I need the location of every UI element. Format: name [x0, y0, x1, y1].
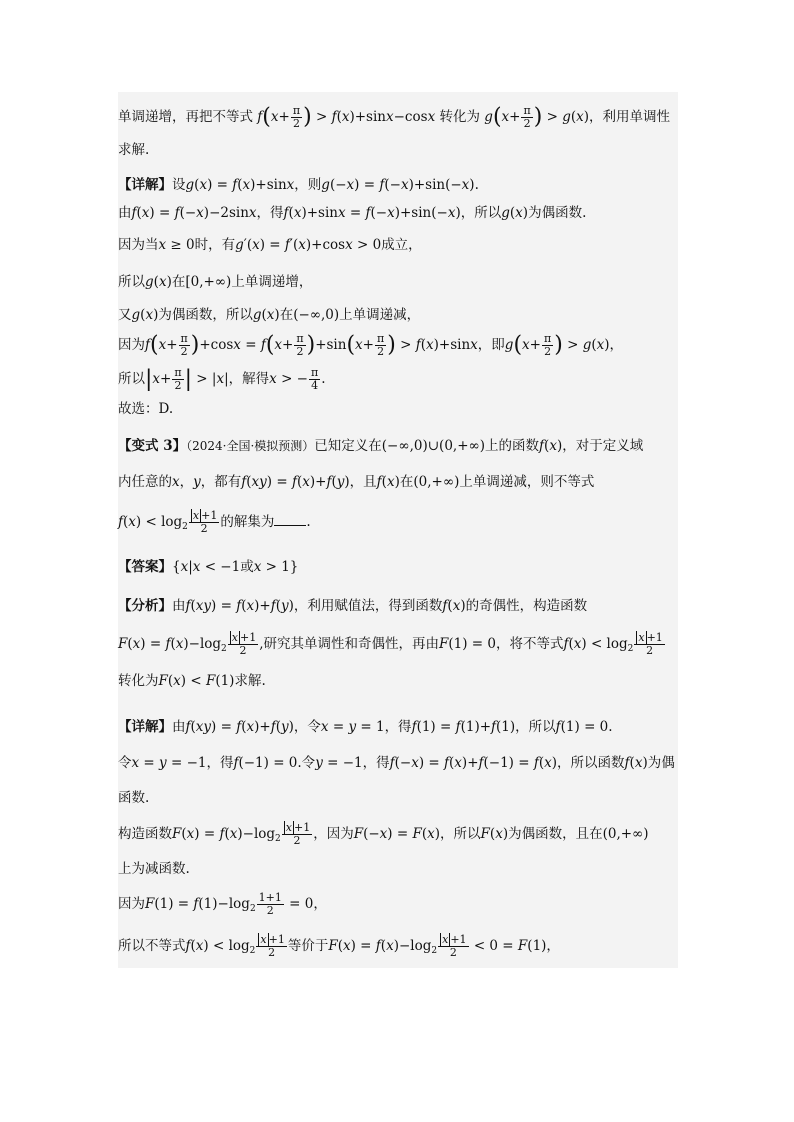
text-line: 【详解】设g(x) = f(x)+sinx，则g(−x) = f(−x)+sin(−x). — [118, 177, 479, 193]
text-line: 又g(x)为偶函数，所以g(x)在(−∞,0)上单调递减， — [118, 307, 421, 323]
text-line: $f(x) < \log_2$ $\frac{x +1}{2}$ 的解集为 . — [118, 509, 311, 535]
text-line: 令x = y = −1，得f(−1) = 0.令y = −1，得f(−x) = f(x)+f(−1) = f(x)，所以函数f(x)为偶 — [118, 755, 675, 771]
text-line: 上为减函数. — [118, 861, 190, 877]
text-line: $F(x) = f(x)-\log_2$ $\frac{x +1}{2}$ ,研究其单调性和奇偶性，再由F(1) = 0，将不等式$f(x) < \log_2$ $\frac{x +1}{2}$ — [118, 631, 663, 657]
detail-label: 【详解】 — [118, 177, 172, 193]
text-line: 因为f(x+ $\frac{\pi}{2}$ )+cosx = f(x+ $\frac{\pi}{2}$ )+sin(x+ $\frac{\pi}{2}$ ) > f(x)+sinx，即g(x+ $\frac{\pi}{2}$ ) > g(x)， — [118, 332, 624, 358]
variant-source: （2024·全国·模拟预测） — [186, 439, 315, 453]
text: 单调递增，再把不等式 — [118, 109, 253, 125]
text: 求解. — [118, 142, 150, 158]
text-line: 因为当x ≥ 0时，有g′(x) = f′(x)+cosx > 0成立， — [118, 237, 422, 253]
answer-blank — [274, 513, 306, 526]
text-line: 所以g(x)在[0,+∞)上单调递增， — [118, 274, 313, 290]
text-line: 函数. — [118, 790, 150, 806]
text-line: 所以不等式$f(x) < \log_2$ $\frac{x +1}{2}$ 等价于$F(x) = f(x)-\log_2$ $\frac{x +1}{2}$ < 0 = F(1)， — [118, 933, 560, 959]
text-line: 转化为F(x) < F(1)求解. — [118, 673, 266, 689]
analysis-label: 【分析】 — [118, 598, 172, 614]
text-line: 内任意的x，y，都有f(xy) = f(x)+f(y)，且f(x)在(0,+∞)上单调递减，则不等式 — [118, 474, 595, 490]
text-line — [118, 134, 678, 166]
text-line: 【答案】{x|x < −1或x > 1} — [118, 559, 299, 575]
text-line: 由f(x) = f(−x)−2sinx，得f(x)+sinx = f(−x)+sin(−x)，所以g(x)为偶函数. — [118, 205, 587, 221]
text-line: 【分析】由f(xy) = f(x)+f(y)，利用赋值法，得到函数f(x)的奇偶性，构造函数 — [118, 598, 588, 614]
analysis-block — [118, 590, 678, 696]
paragraph-continuation — [118, 92, 678, 166]
answer-label: 【答案】 — [118, 559, 172, 575]
text-line: 单调递增，再把不等式 f(x+ $\frac{\pi}{2}$ ) > f(x)+sinx−cosx 转化为 g(x+ $\frac{\pi}{2}$ ) > g(x)，利用单调性 — [118, 104, 671, 130]
text-line: 所以|x+ $\frac{\pi}{2}$ | > |x|，解得x > − $\frac{\pi}{4}$ . — [118, 366, 326, 392]
answer-block — [118, 550, 678, 584]
variant-label: 【变式 3】 — [118, 438, 187, 454]
document-page — [118, 92, 678, 968]
text-line: 因为$F(1) = f(1)-\log_2$ $\frac{1+1}{2}$ = 0， — [118, 891, 327, 917]
text: 转化为 — [439, 109, 480, 125]
text-line: 故选：D. — [118, 401, 174, 417]
detail-label: 【详解】 — [118, 719, 172, 735]
text-line: 【变式 3】（2024·全国·模拟预测）已知定义在(−∞,0)∪(0,+∞)上的函数f(x)，对于定义域 — [118, 438, 644, 454]
variant-3-block — [118, 428, 678, 544]
text-line: 【详解】由f(xy) = f(x)+f(y)，令x = y = 1，得f(1) = f(1)+f(1)，所以f(1) = 0. — [118, 719, 613, 735]
detail-block-2 — [118, 710, 678, 968]
text: ，利用单调性 — [589, 109, 671, 125]
text-line: 构造函数$F(x) = f(x)-\log_2$ $\frac{x +1}{2}$ ，因为F(−x) = F(x)，所以F(x)为偶函数，且在(0,+∞) — [118, 821, 649, 847]
detail-block-1 — [118, 172, 678, 422]
